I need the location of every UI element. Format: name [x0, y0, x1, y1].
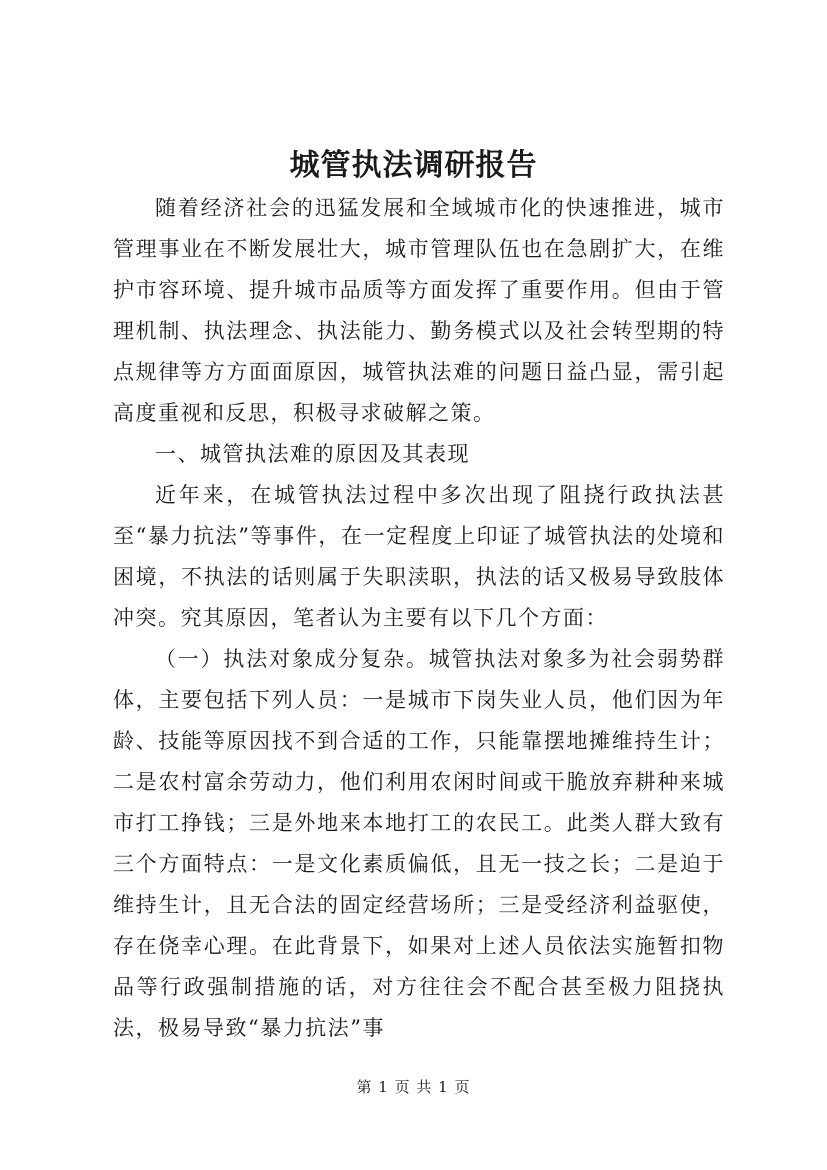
document-body	[113, 188, 725, 1049]
paragraph-background: 近年来，在城管执法过程中多次出现了阻挠行政执法甚至“暴力抗法”等事件，在一定程度上印证了城管执法的处境和困境，不执法的话则属于失职渎职，执法的话又极易导致肢体冲突。究其原因，笔者认为主要有以下几个方面：	[113, 483, 725, 630]
paragraph-subsection-one: （一）执法对象成分复杂。城管执法对象多为社会弱势群体，主要包括下列人员：一是城市下岗失业人员，他们因为年龄、技能等原因找不到合适的工作，只能靠摆地摊维持生计；二是农村富余劳动力，他们利用农闲时间或干脆放弃耕种来城市打工挣钱；三是外地来本地打工的农民工。此类人群大致有三个方面特点：一是文化素质偏低，且无一技之长；二是迫于维持生计，且无合法的固定经营场所；三是受经济利益驱使，存在侥幸心理。在此背景下，如果对上述人员依法实施暂扣物品等行政强制措施的话，对方往往会不配合甚至极力阻挠执法，极易导致“暴力抗法”事	[113, 647, 725, 1040]
paragraph-intro: 随着经济社会的迅猛发展和全域城市化的快速推进，城市管理事业在不断发展壮大，城市管理队伍也在急剧扩大，在维护市容环境、提升城市品质等方面发挥了重要作用。但由于管理机制、执法理念、执法能力、勤务模式以及社会转型期的特点规律等方方面面原因，城管执法难的问题日益凸显，需引起高度重视和反思，积极寻求破解之策。	[113, 196, 725, 425]
section-heading: 一、城管执法难的原因及其表现	[155, 442, 470, 466]
document-title: 城管执法调研报告	[289, 148, 538, 183]
page-footer: 第 1 页 共 1 页	[356, 1078, 471, 1096]
